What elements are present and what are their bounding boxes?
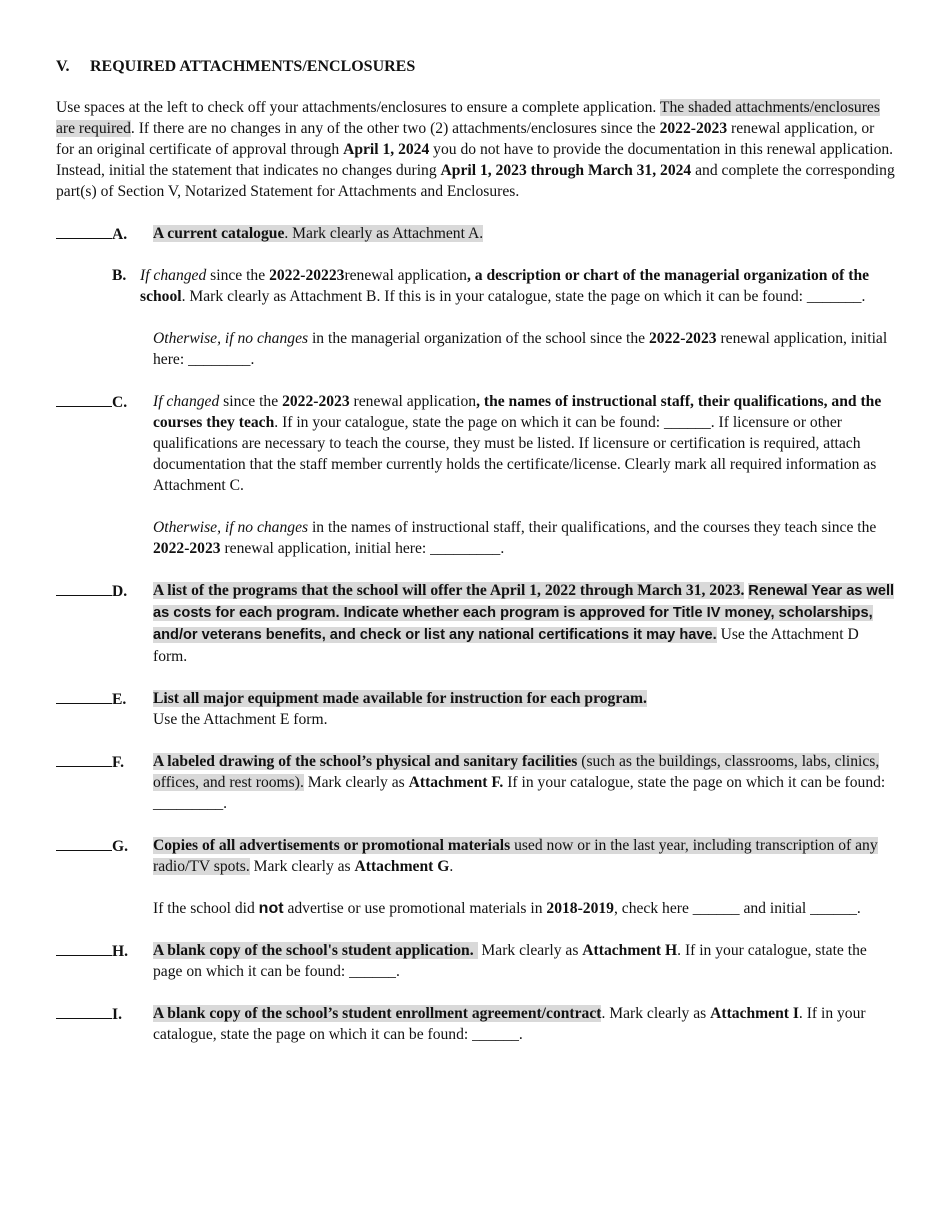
item-text-part: since the: [219, 393, 283, 410]
item-sub-text: [140, 328, 896, 370]
item-title-cont: Renewal Year as well as costs for each program.: [153, 583, 895, 621]
checkoff-h[interactable]: [56, 940, 153, 962]
attachment-item-d: [56, 580, 896, 667]
checkoff-d[interactable]: [56, 580, 153, 602]
if-changed-label: If changed: [153, 393, 220, 410]
checkoff-blank[interactable]: [56, 688, 112, 704]
item-text-part: renewal application: [344, 267, 467, 284]
item-title: List all major equipment made available for instruction for each program.: [153, 690, 647, 707]
intro-date-range: April 1, 2023 through March 31, 2024: [440, 162, 692, 179]
item-text-part: since the: [206, 267, 270, 284]
intro-date: April 1, 2024: [343, 141, 430, 158]
item-text-part: If the school did: [153, 900, 259, 917]
item-title: , the names of instructional staff, their qualifications, and the courses they teach: [153, 393, 882, 431]
item-title: , a description or chart of the managerial organization of the school: [140, 267, 870, 305]
attachment-label: Attachment H: [582, 942, 678, 959]
intro-text: Use spaces at the left to check off your attachments/enclosures to ensure a complete application.: [56, 99, 657, 116]
item-title: A blank copy of the school's student application.: [153, 942, 474, 959]
attachment-item-f: [56, 751, 896, 814]
item-letter: A.: [112, 226, 128, 243]
item-sub-text: [153, 898, 896, 919]
intro-text: you do not have to provide the documentation in this renewal application. Instead, initial the statement that indicates no changes during: [56, 141, 894, 179]
item-year: 2022-2023: [282, 393, 350, 410]
initial-prompt: renewal application, initial here: ________.: [153, 330, 888, 368]
checkoff-e[interactable]: [56, 688, 153, 710]
item-title-cont: Indicate whether each program is approved for Title IV money, scholarships, and/or veterans benefits, and check or list any national certifications it may have.: [153, 605, 873, 643]
item-title: A labeled drawing of the school’s physical and sanitary facilities: [153, 753, 578, 770]
item-year: 2018-2019: [546, 900, 614, 917]
item-text: [153, 580, 896, 667]
item-text: [153, 688, 896, 730]
item-title: A current catalogue: [153, 225, 285, 242]
checkoff-i[interactable]: [56, 1003, 153, 1025]
item-instruction: . Mark clearly as Attachment A.: [284, 225, 484, 242]
item-instruction: Mark clearly as: [249, 858, 355, 875]
checkoff-a[interactable]: [56, 223, 153, 245]
intro-text: renewal application, or for an original certificate of approval through: [56, 120, 875, 158]
attachment-item-g: [56, 835, 896, 919]
attachment-label: Attachment I: [710, 1005, 799, 1022]
item-letter: H.: [112, 943, 129, 960]
intro-year: 2022-2023: [659, 120, 728, 137]
attachment-item-i: [56, 1003, 896, 1045]
item-letter: I.: [112, 1006, 122, 1023]
section-title: REQUIRED ATTACHMENTS/ENCLOSURES: [90, 58, 416, 75]
item-letter: C.: [112, 394, 128, 411]
item-text-part: renewal application: [349, 393, 477, 410]
item-instruction: . If in your catalogue, state the page on which it can be found: ______. If licensure or other qualifications are necessary to teach the course, they must be listed. If licensure or certification is required, attach documentation that the staff member currently holds the certificate/license. Clearly mark all required information as Attachment C.: [153, 414, 877, 494]
document-page: [56, 56, 896, 1066]
checkoff-blank[interactable]: [56, 1003, 112, 1019]
item-instruction: If in your catalogue, state the page on which it can be found: _________.: [153, 774, 886, 812]
item-title: A list of the programs that the school will offer the April 1, 2022 through March 31, 2023.: [153, 582, 745, 599]
item-instruction: Use the Attachment E form.: [153, 711, 328, 728]
item-letter: E.: [112, 691, 127, 708]
item-title: Copies of all advertisements or promotional materials: [153, 837, 511, 854]
item-instruction: . If in your catalogue, state the page on which it can be found: ______.: [153, 942, 867, 980]
attachment-item-c: [56, 391, 896, 559]
item-text: [153, 1003, 896, 1045]
checkoff-blank[interactable]: [56, 223, 112, 239]
attachment-label: Attachment G: [354, 858, 450, 875]
attachment-item-b: [56, 265, 896, 370]
item-title: A blank copy of the school’s student enrollment agreement/contract: [153, 1005, 602, 1022]
item-text-part: in the names of instructional staff, their qualifications, and the courses they teach since the: [308, 519, 877, 536]
attachment-item-h: [56, 940, 896, 982]
attachment-label: Attachment F.: [408, 774, 504, 791]
item-shaded-text: used now or in the last year, including transcription of any radio/TV spots.: [153, 837, 878, 875]
checkoff-blank[interactable]: [56, 391, 112, 407]
intro-text: . If there are no changes in any of the other two (2) attachments/enclosures since the: [130, 120, 660, 137]
item-text: [153, 391, 896, 496]
item-instruction: .: [449, 858, 454, 875]
item-year: 2022-2023: [649, 330, 717, 347]
item-instruction: Use the Attachment D form.: [153, 626, 859, 665]
item-letter-b: [112, 265, 140, 286]
item-text: [153, 835, 896, 877]
item-letter: F.: [112, 754, 124, 771]
attachment-item-e: [56, 688, 896, 730]
initial-prompt: renewal application, initial here: _________.: [220, 540, 505, 557]
item-instruction: Mark clearly as: [303, 774, 409, 791]
section-number: V.: [56, 58, 70, 75]
section-heading: [56, 56, 896, 77]
not-emphasis: not: [258, 900, 284, 917]
checkoff-blank[interactable]: [56, 940, 112, 956]
item-instruction: Mark clearly as: [477, 942, 583, 959]
item-instruction: . Mark clearly as: [601, 1005, 711, 1022]
item-text: [153, 940, 896, 982]
item-instruction: . If in your catalogue, state the page on which it can be found: ______.: [153, 1005, 866, 1043]
item-text: [140, 265, 896, 307]
item-letter: G.: [112, 838, 129, 855]
checkoff-blank[interactable]: [56, 835, 112, 851]
checkoff-blank[interactable]: [56, 580, 112, 596]
intro-text: and complete the corresponding part(s) of Section V, Notarized Statement for Attachments and Enclosures.: [56, 162, 895, 200]
item-text-part: advertise or use promotional materials in: [283, 900, 547, 917]
item-text: [153, 751, 896, 814]
item-shaded-text: (such as the buildings, classrooms, labs, clinics, offices, and rest rooms).: [153, 753, 880, 791]
if-changed-label: If changed: [140, 267, 207, 284]
item-year: 2022-20223: [269, 267, 345, 284]
checkoff-c[interactable]: [56, 391, 153, 413]
checkoff-blank[interactable]: [56, 751, 112, 767]
item-letter: B.: [112, 267, 127, 284]
item-text: [153, 223, 896, 244]
item-letter: D.: [112, 583, 128, 600]
intro-shaded-note: The shaded attachments/enclosures are required: [56, 99, 880, 137]
otherwise-label: Otherwise, if no changes: [153, 519, 309, 536]
item-text-part: in the managerial organization of the school since the: [308, 330, 649, 347]
checkoff-f[interactable]: [56, 751, 153, 773]
item-sub-text: [153, 517, 896, 559]
item-instruction: . Mark clearly as Attachment B. If this is in your catalogue, state the page on which it can be found: _______.: [181, 288, 866, 305]
otherwise-label: Otherwise, if no changes: [153, 330, 309, 347]
check-initial-prompt: , check here ______ and initial ______.: [613, 900, 861, 917]
checkoff-g[interactable]: [56, 835, 153, 857]
item-year: 2022-2023: [153, 540, 221, 557]
intro-paragraph: [56, 97, 896, 202]
attachment-item-a: [56, 223, 896, 244]
